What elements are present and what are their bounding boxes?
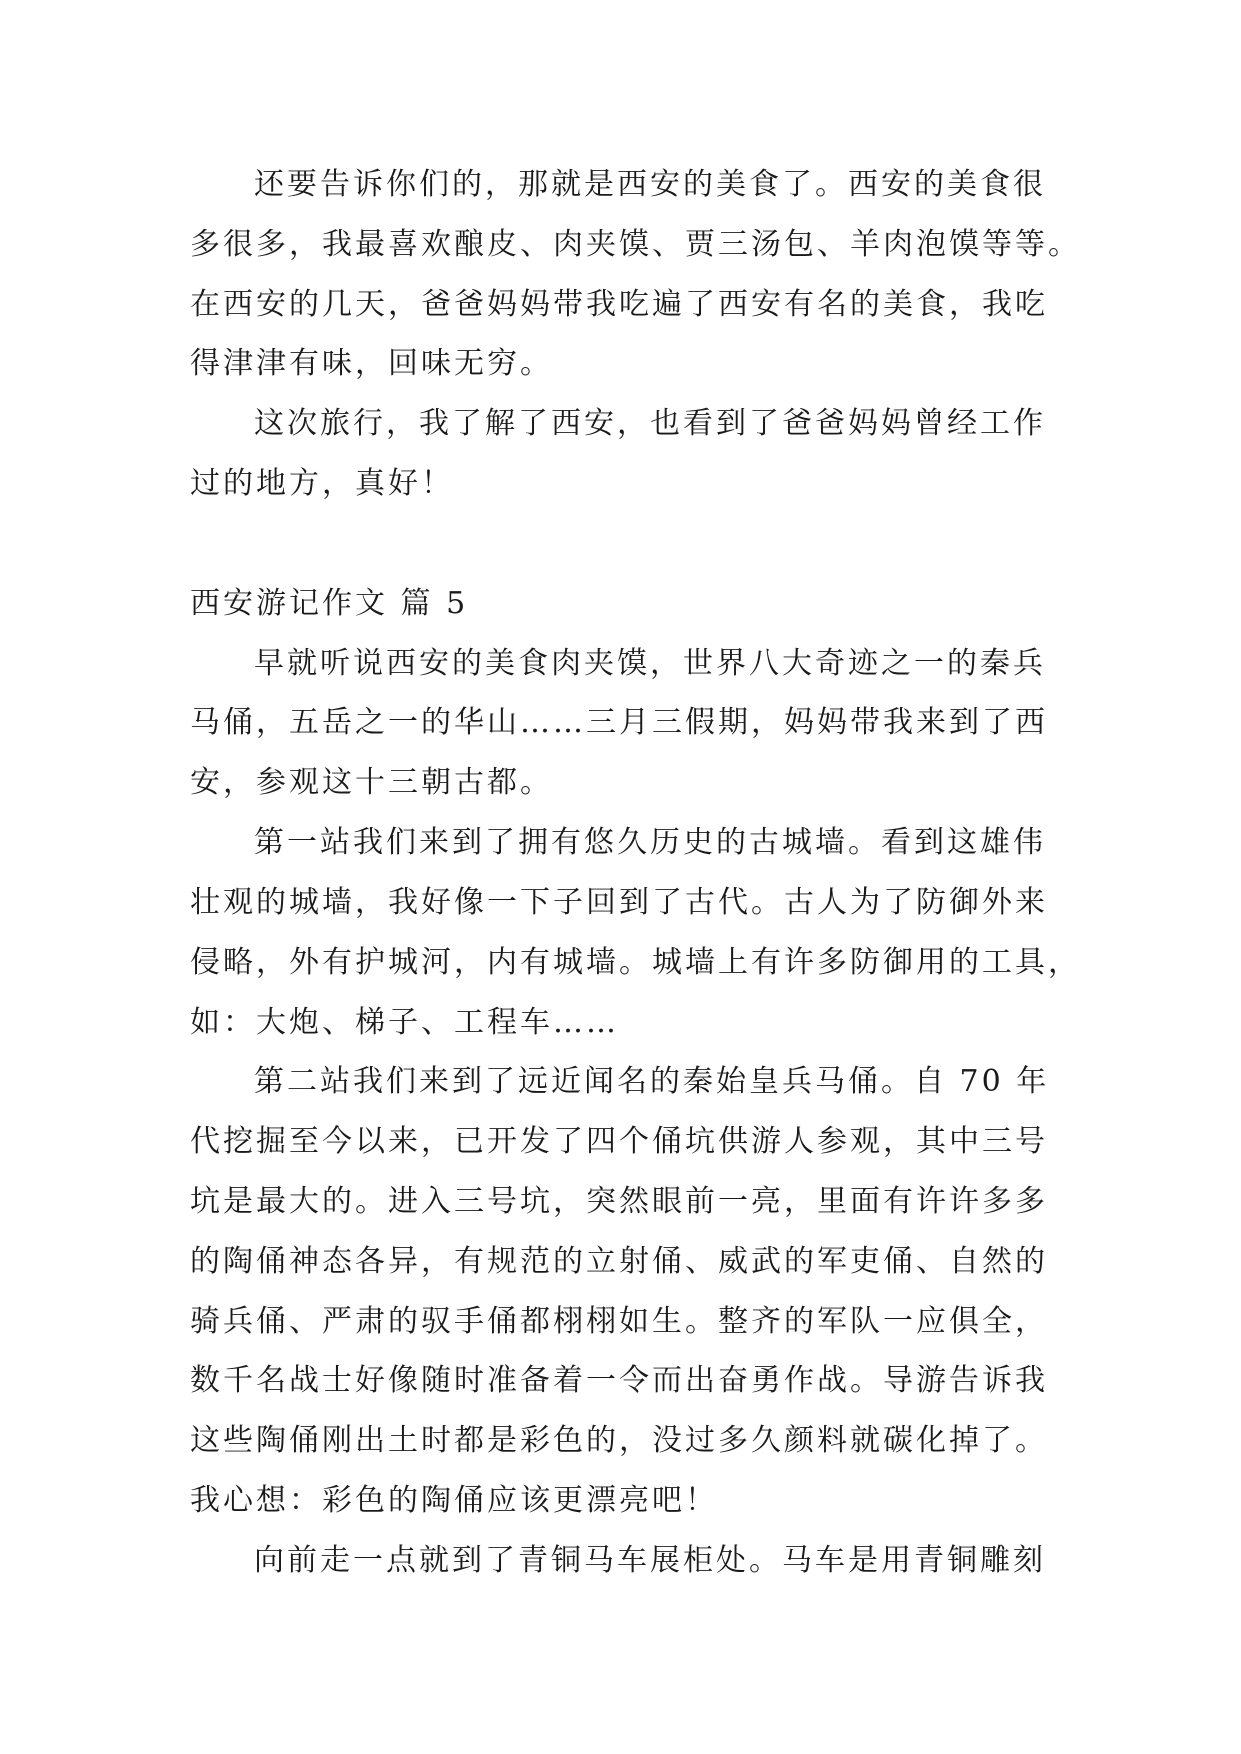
paragraph-line: 坑是最大的。进入三号坑，突然眼前一亮，里面有许许多多 — [190, 1184, 1048, 1219]
paragraph-line: 马俑，五岳之一的华山……三月三假期，妈妈带我来到了西 — [190, 705, 1048, 740]
paragraph-line: 数千名战士好像随时准备着一令而出奋勇作战。导游告诉我 — [190, 1363, 1048, 1398]
paragraph-line: 第二站我们来到了远近闻名的秦始皇兵马俑。自 70 年 — [254, 1064, 1050, 1099]
paragraph-line: 安，参观这十三朝古都。 — [190, 765, 553, 800]
paragraph-line: 我心想：彩色的陶俑应该更漂亮吧！ — [190, 1483, 718, 1518]
paragraph-line: 在西安的几天，爸爸妈妈带我吃遍了西安有名的美食，我吃 — [190, 287, 1048, 322]
paragraph-line: 得津津有味，回味无穷。 — [190, 346, 553, 381]
paragraph-line: 还要告诉你们的，那就是西安的美食了。西安的美食很 — [254, 167, 1046, 202]
paragraph-line: 多很多，我最喜欢酿皮、肉夹馍、贾三汤包、羊肉泡馍等等。 — [190, 227, 1081, 262]
paragraph-line: 这些陶俑刚出土时都是彩色的，没过多久颜料就碳化掉了。 — [190, 1423, 1048, 1458]
paragraph-line: 如：大炮、梯子、工程车…… — [190, 1005, 619, 1040]
paragraph-line: 向前走一点就到了青铜马车展柜处。马车是用青铜雕刻 — [254, 1543, 1046, 1578]
paragraph-line: 这次旅行，我了解了西安，也看到了爸爸妈妈曾经工作 — [254, 406, 1046, 441]
paragraph-line: 的陶俑神态各异，有规范的立射俑、威武的军吏俑、自然的 — [190, 1244, 1048, 1279]
paragraph-line: 过的地方，真好！ — [190, 466, 454, 501]
paragraph-line: 壮观的城墙，我好像一下子回到了古代。古人为了防御外来 — [190, 885, 1048, 920]
paragraph-line: 骑兵俑、严肃的驭手俑都栩栩如生。整齐的军队一应俱全， — [190, 1304, 1048, 1339]
paragraph-line: 第一站我们来到了拥有悠久历史的古城墙。看到这雄伟 — [254, 825, 1046, 860]
section-heading: 西安游记作文 篇 5 — [190, 586, 469, 621]
paragraph-line: 代挖掘至今以来，已开发了四个俑坑供游人参观，其中三号 — [190, 1124, 1048, 1159]
paragraph-line: 早就听说西安的美食肉夹馍，世界八大奇迹之一的秦兵 — [254, 646, 1046, 681]
paragraph-line: 侵略，外有护城河，内有城墙。城墙上有许多防御用的工具， — [190, 945, 1081, 980]
